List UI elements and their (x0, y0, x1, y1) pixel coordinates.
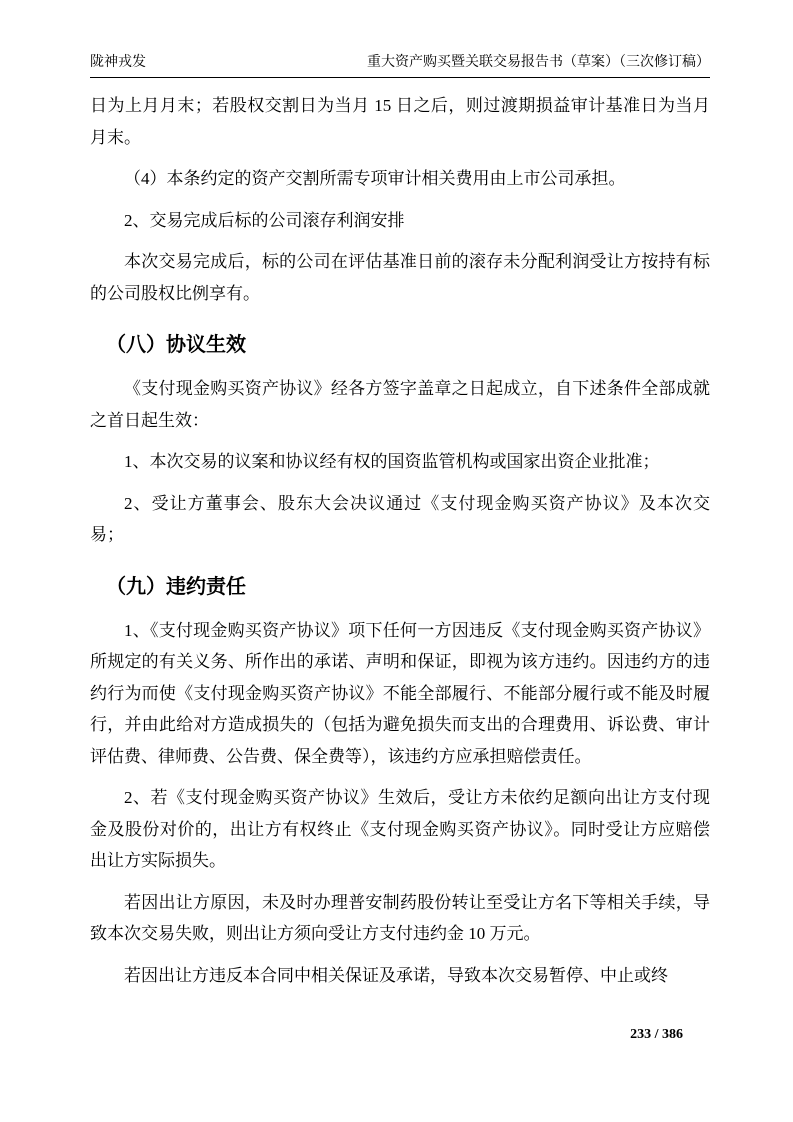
paragraph: 若因出让方违反本合同中相关保证及承诺，导致本次交易暂停、中止或终 (124, 965, 668, 985)
document-body (90, 90, 710, 1001)
header-company-name: 陇神戎发 (90, 55, 146, 70)
section-heading: （九）违约责任 (106, 573, 246, 598)
section-heading: （八）协议生效 (106, 332, 246, 356)
paragraph: 1、本次交易的议案和协议经有权的国资监管机构或国家出资企业批准； (124, 452, 660, 471)
paragraph: 2、受让方董事会、股东大会决议通过《支付现金购买资产协议》及本次交易； (90, 493, 710, 544)
paragraph: 《支付现金购买资产协议》经各方签字盖章之日起成立，自下述条件全部成就之首日起生效： (90, 379, 710, 430)
page-header (90, 54, 710, 78)
paragraph: 2、交易完成后标的公司滚存利润安排 (124, 210, 405, 230)
header-report-title: 重大资产购买暨关联交易报告书（草案）（三次修订稿） (367, 55, 710, 70)
paragraph: 日为上月月末；若股权交割日为当月 15 日之后，则过渡期损益审计基准日为当月月末。 (90, 96, 710, 147)
page-number: 233 / 386 (630, 1027, 683, 1042)
paragraph: 若因出让方原因，未及时办理普安制药股份转让至受让方名下等相关手续，导致本次交易失败，则出让方须向受让方支付违约金 10 万元。 (90, 892, 710, 943)
paragraph: 1、《支付现金购买资产协议》项下任何一方因违反《支付现金购买资产协议》所规定的有关义务、所作出的承诺、声明和保证，即视为该方违约。因违约方的违约行为而使《支付现金购买资产协议》不能全部履行、不能部分履行或不能及时履行，并由此给对方造成损失的（包括为避免损失而支出的合理费用、诉讼费、审计评估费、律师费、公告费、保全费等），该违约方应承担赔偿责任。 (90, 620, 710, 766)
paragraph: （4）本条约定的资产交割所需专项审计相关费用由上市公司承担。 (124, 169, 626, 188)
paragraph: 本次交易完成后，标的公司在评估基准日前的滚存未分配利润受让方按持有标的公司股权比例享有。 (90, 252, 710, 303)
paragraph: 2、若《支付现金购买资产协议》生效后，受让方未依约足额向出让方支付现金及股份对价的，出让方有权终止《支付现金购买资产协议》。同时受让方应赔偿出让方实际损失。 (90, 788, 710, 870)
